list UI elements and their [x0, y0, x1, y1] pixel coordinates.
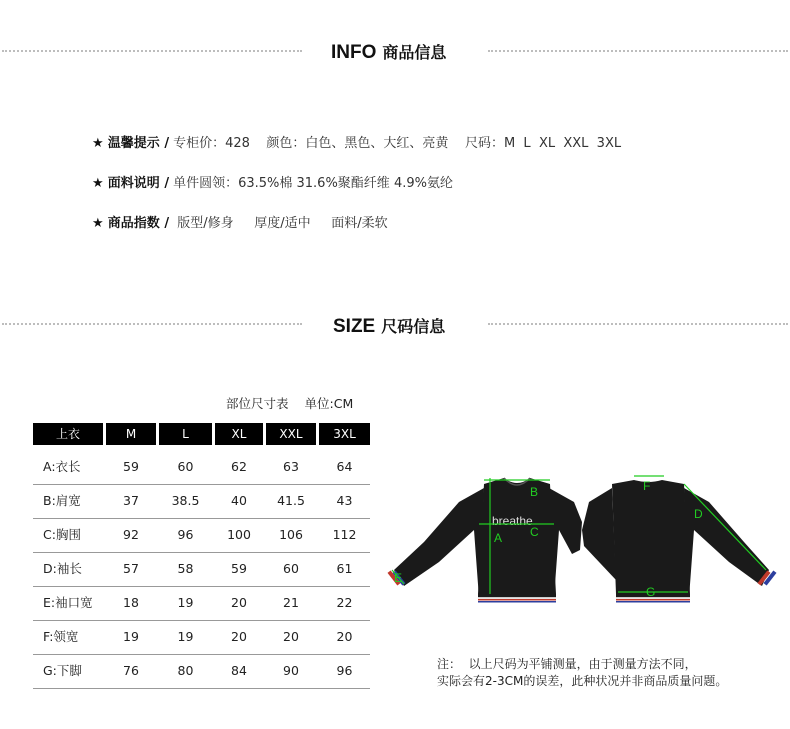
table-cell: 60 [283, 561, 299, 576]
info-line-value: 单件圆领：63.5%棉 31.6%聚酯纤维 4.9%氨纶 [173, 176, 453, 191]
garment-print-text: breathe [492, 514, 533, 528]
garment-back [582, 480, 777, 603]
table-cell: 43 [336, 493, 353, 508]
table-cell-part: F:领宽 [43, 629, 79, 644]
table-cell-part: A:衣长 [43, 459, 81, 474]
info-line-label: 温馨提示 / [107, 136, 170, 151]
measure-label-b: B [530, 485, 539, 499]
table-cell-part: D:袖长 [43, 561, 82, 576]
table-cell: 106 [279, 527, 303, 542]
info-line-fabric [92, 172, 453, 191]
table-cell: 22 [336, 595, 353, 610]
table-row [33, 586, 370, 621]
size-divider-left [2, 323, 302, 325]
table-cell-part: C:胸围 [43, 527, 81, 542]
table-cell: 20 [336, 629, 353, 644]
table-header-cell: 上衣 [33, 423, 103, 445]
table-cell: 20 [283, 629, 299, 644]
table-cell: 20 [231, 629, 247, 644]
table-cell: 96 [177, 527, 194, 542]
table-row [33, 552, 370, 587]
table-row [33, 518, 370, 553]
table-cell: 64 [336, 459, 353, 474]
table-cell: 59 [123, 459, 139, 474]
info-title-cn: 商品信息 [382, 43, 447, 62]
table-cell: 21 [283, 595, 299, 610]
table-cell: 62 [231, 459, 247, 474]
info-line-index [92, 212, 388, 231]
star-icon: ★ [92, 216, 104, 231]
table-cell: 19 [177, 595, 194, 610]
table-header-cell: XL [215, 423, 263, 445]
table-row [33, 620, 370, 655]
info-line-label: 商品指数 / [107, 216, 170, 231]
table-header-cell: L [159, 423, 212, 445]
info-divider-right [488, 50, 788, 52]
table-cell: 112 [332, 527, 357, 542]
measure-label-f: F [643, 479, 651, 493]
table-cell: 41.5 [277, 493, 305, 508]
measurement-note-line1: 注： 以上尺码为平铺测量，由于测量方法不同， [437, 657, 697, 671]
table-cell: 92 [123, 527, 139, 542]
table-cell: 84 [231, 663, 247, 678]
info-divider-left [2, 50, 302, 52]
size-title-en: SIZE [333, 316, 376, 337]
table-cell: 96 [336, 663, 353, 678]
table-cell: 90 [283, 663, 299, 678]
size-title-cn: 尺码信息 [381, 317, 446, 336]
info-line-value: 专柜价：428 颜色：白色、黑色、大红、亮黄 尺码：M L XL XXL 3XL [173, 136, 622, 151]
info-section-title [331, 40, 446, 64]
measure-label-c: C [530, 525, 539, 539]
table-cell-part: B:肩宽 [43, 493, 81, 508]
info-line-label: 面料说明 / [107, 176, 170, 191]
table-cell: 58 [177, 561, 194, 576]
measure-label-e: E [394, 571, 403, 585]
info-line-value: 版型/修身 厚度/适中 面料/柔软 [173, 216, 388, 231]
table-cell: 37 [123, 493, 139, 508]
table-row [33, 654, 370, 689]
table-caption-title: 部位尺寸表 [226, 396, 289, 411]
table-cell: 18 [123, 595, 139, 610]
size-section-title [333, 314, 445, 338]
table-cell-part: E:袖口宽 [43, 595, 93, 610]
table-cell: 57 [123, 561, 139, 576]
star-icon: ★ [92, 176, 104, 191]
table-cell: 19 [123, 629, 139, 644]
measurement-note-line2: 实际会有2-3CM的误差，此种状况并非商品质量问题。 [437, 674, 728, 688]
table-row [33, 450, 370, 485]
table-header-cell: 3XL [319, 423, 370, 445]
table-caption-unit: 单位:CM [304, 396, 354, 411]
table-header-cell: M [106, 423, 156, 445]
table-cell: 80 [177, 663, 194, 678]
table-cell: 100 [227, 527, 251, 542]
measure-label-a: A [494, 531, 503, 545]
measure-label-g: G [646, 585, 656, 599]
table-cell: 38.5 [171, 493, 200, 508]
table-row [33, 484, 370, 519]
table-cell: 20 [231, 595, 247, 610]
measure-label-d: D [694, 507, 703, 521]
table-cell: 40 [231, 493, 247, 508]
info-line-tips [92, 132, 621, 151]
garment-measurement-diagram [384, 470, 790, 610]
size-divider-right [488, 323, 788, 325]
table-cell-part: G:下脚 [43, 663, 82, 678]
table-header-cell: XXL [266, 423, 316, 445]
table-cell: 61 [336, 561, 353, 576]
table-cell: 63 [283, 459, 299, 474]
table-cell: 76 [123, 663, 139, 678]
garment-front [387, 478, 582, 603]
info-title-en: INFO [331, 42, 377, 63]
table-cell: 60 [177, 459, 194, 474]
star-icon: ★ [92, 136, 104, 151]
table-cell: 59 [231, 561, 247, 576]
table-cell: 19 [177, 629, 194, 644]
table-caption [226, 394, 353, 412]
